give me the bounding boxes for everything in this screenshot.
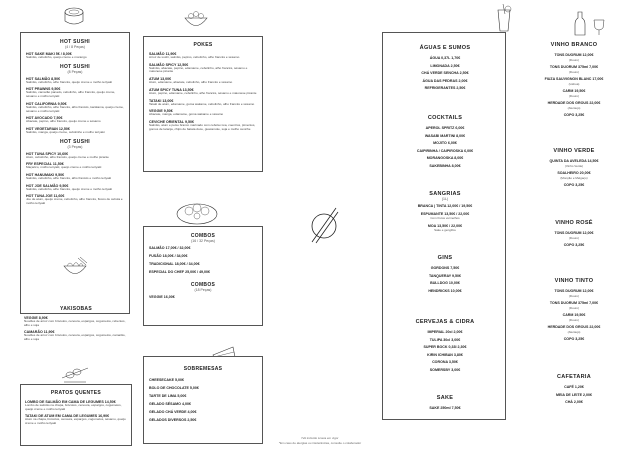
vinho-branco-title: VINHO BRANCO [550,42,598,48]
wine-row: HERDADE DOS GROUS 22,00€ (Alentejo) [547,325,601,334]
menu-item: LOMBO DE SALMÃO EM CAMA DE LEGUMES 14,50€ Lombo de salmão na chapa, brócolos, cenoura, espargos, cogumelos, queijo creme e molho teriyaki [25,400,122,411]
cervejas-title: CERVEJAS & CIDRA [415,319,475,325]
drink-row: SAKEBINHA 8,00€ [429,163,461,168]
wine-row: TONS DUORUM 375ml 7,00€ (Douro) [549,301,599,310]
menu-item: VEGGIE 9,50€ Abacate, manga, edamame, goma wakame e sésamo [149,109,224,117]
wine-row: COPO 3,25€ [563,337,585,341]
vinho-rose-title: VINHO ROSÉ [555,220,593,226]
menu-item: TATAKI 13,00€ Tataki de atum, edamame, goma wakame, cebolinho, alho francês e sésamo [149,98,255,106]
aguas-section [383,45,507,94]
menu-item: SALMÃO 11,90€ Arroz de sushi, salmão, pepino, cebolinho, alho francês e sésamo [149,52,240,59]
vinho-tinto-title: VINHO TINTO [554,278,594,284]
pokes-title: POKES [193,42,213,48]
menu-item: HOT VEGETARIAN 12,50€ Salmão, manga, queijo creme, cebolinho e molho teriyaki [26,126,105,134]
menu-item: CEVICHE ORIENTAL 9,50€ Salmão, atum e peixe branco marinado com cebola roxa, coentros, pimentos, gomos de laranja, chips de batata doce, guacamole, soja e molho ceviche [149,119,256,131]
hot-sushi-sub-2: (8 Peças) [67,69,83,74]
drink-row: KIRIN ICHIBAN 3,80€ [427,352,463,357]
dessert-row: GELADOS DIVERSOS 2,50€ [149,418,197,422]
wine-row: CARM 19,50€ (Douro) [562,89,586,98]
hot-sushi-title-3: HOT SUSHI [60,138,90,145]
wine-row: COPO 3,25€ [563,243,585,247]
cafetaria-title: CAFETARIA [556,374,592,380]
drink-row: REFRIGERANTES 2,50€ [424,86,466,90]
combo-row: ESPECIAL DO CHEF 25,00€ / 49,00€ [149,270,211,274]
menu-item: SALMÃO SPICY 12,50€ Salmão, abacate, pepino, edamame, cebolinho, alho francês, sésamo e maionese picante [149,62,248,74]
combos-title: COMBOS [190,233,216,239]
wine-row: COPO 3,25€ [563,113,585,117]
drink-row: GORDONS 7,50€ [430,266,460,270]
gins-title: GINS [437,255,453,261]
drink-row: APEROL SPRITZ 6,00€ [425,126,465,130]
gins-section [383,255,507,296]
drink-row: BULLDOG 10,00€ [430,281,460,285]
right-page [320,0,640,453]
cocktails-title: COCKTAILS [427,115,463,121]
hot-sushi-title-2: HOT SUSHI [60,63,90,70]
pratos-title: PRATOS QUENTES [50,390,102,396]
wine-row: COPO 3,25€ [563,183,585,187]
menu-item: HOT HANUMAKI 9,50€ Salmão, cebolinho, alho francês, alho francês e molho teriyaki [26,173,112,181]
sake-title: SAKE [436,395,454,401]
yakisobas-title: YAKISOBAS [60,306,92,312]
menu-item: HOT SALMÃO 8,50€ Salmão, cebolinho, alho francês, queijo creme e molho teriyaki [26,76,112,84]
footnote-allergy: *Em caso de alergias ou intolerâncias, consulte o colaborador [278,441,362,445]
wine-row: CARM 19,50€ (Douro) [562,313,586,322]
combo-row: SALMÃO 17,00€ / 32,00€ [149,246,191,250]
sushi-roll-icon [62,6,86,28]
drink-row: IMPERIAL 20cl 2,00€ [427,330,463,334]
aguas-title: ÁGUAS E SUMOS [419,45,471,51]
pokes-box [143,36,263,172]
cervejas-section [383,319,507,375]
vinho-verde-section [528,148,620,191]
combo-row: FUSÃO 18,00€ / 34,00€ [149,254,188,258]
menu-item: FRY ESPECIAL 11,50€ Maçarico, molho teriyaki, queijo creme e molho teriyaki [26,162,102,170]
drinks-box [382,32,506,420]
dessert-row: BOLO DE CHOCOLATE 5,00€ [149,386,199,390]
cocktail-glass-icon [494,4,514,34]
menu-item: HOT SAKE MAKI 5€ / 8,00€ Salmão, cebolinho, queijo creme e morango [26,52,87,59]
cocktails-section [383,115,507,171]
wine-row: HERDADE DOS GROUS 22,00€ (Alentejo) [547,101,601,110]
dessert-row: CHEESECAKE 5,00€ [149,378,184,382]
menu-item: HOT AVOCADO 7,50€ Abacate, pepino, alho francês, queijo creme e sésamo [26,116,101,124]
sangrias-title: SANGRIAS [429,191,461,197]
drink-row: MEIA DE LEITE 2,00€ [555,392,592,397]
dessert-row: TARTE DE LIMA 5,00€ [149,394,187,398]
noodle-bowl-icon [62,257,88,279]
wine-bottle-icon [570,8,610,36]
drink-row: SOMERSBY 3,00€ [429,367,461,372]
menu-item: HOT TUNA JOE 11,60€ Joe de atum, queijo creme, cebolinho, alho francês, flocos de cebola e molho teriyaki [26,194,123,206]
wine-row: TONS DUORUM 12,00€ (Douro) [554,231,594,240]
drink-row: CHÁ 2,00€ [565,400,583,404]
wine-row: QUINTA DA AVELEDA 14,50€ (Vinho Verde) [549,159,599,168]
dessert-row: GELADO SÉSAMO 4,00€ [149,402,191,406]
drink-row: SAKE 250ml 7,50€ [429,406,461,410]
drink-row: CAFÉ 1,20€ [564,385,584,389]
menu-item: HOT TUNA SPICY 10,60€ Atum, cebolinho, alho francês, queijo creme e molho picante [26,151,109,159]
yakisobas-section [24,306,128,345]
combos2-sub: (18 Peças) [194,288,212,292]
wine-row: TONS DUORUM 375ml 7,00€ (Douro) [549,65,599,74]
drink-row: ESPUMANTE 13,50€ / 22,00€ Com frutos vermelhos [420,211,470,220]
combo-row: TRADICIONAL 18,00€ / 34,00€ [149,262,200,266]
vinho-verde-title: VINHO VERDE [553,148,595,154]
wine-row: TONS DUORUM 12,00€ (Douro) [554,289,594,298]
wine-row: SOALHEIRO 20,00€ (Monção e Melgaço) [557,171,591,180]
vinho-branco-section [528,42,620,121]
menu-item: ATUM 13,00€ Atum, edamame, abacate, cebolinho, alho francês e sésamo [149,77,233,85]
vinho-rose-section [528,220,620,251]
dessert-row: GELADO CHÁ VERDE 4,00€ [149,410,197,414]
cafetaria-section [528,374,620,408]
sangrias-sub: (1L) [441,197,449,201]
wine-row: FIUZA SAUVIGNON BLANC 17,00€ (Lisboa) [544,77,604,86]
drink-row: MOJITO 6,00€ [433,141,457,145]
combo-row: VEGGIE 16,00€ [149,295,175,299]
combos2-title: COMBOS [190,282,216,288]
sushi-platter-icon [175,196,219,226]
drink-row: ÁGUA DAS PEDRAS 2,00€ [422,78,468,83]
menu-item: CAMARÃO 11,90€ Noodles de arroz com brócolos, cenoura, espargos, cogumelos, camarão, alho e soja [24,330,126,342]
menu-item: HOT PRAWNS 9,50€ Salmão, camarão panado, cebolinho, alho francês, queijo creme, sésamo e molho teriyaki [26,87,116,99]
combos-box [143,226,263,326]
sobremesas-box [143,356,263,444]
menu-item: HOT CALIFORNIA 9,50€ Salmão, cebolinho, alho francês, alho francês, kanikama, queijo creme, sésamo e molho teriyaki [26,101,124,113]
hot-sushi-sub-1: (4 / 8 Peças) [65,45,85,49]
sangrias-section [383,191,507,236]
vinho-tinto-section [528,278,620,345]
chopsticks-logo-icon [308,206,340,244]
footnote-tax: IVA incluído à taxa em vigor [301,436,339,440]
drink-row: TANQUERAY 9,50€ [428,273,462,278]
drink-row: CAIPIRINHA / CAIPIROSKA 6,00€ [416,148,474,153]
sake-section [383,395,507,414]
drink-row: BRANCA | TINTA 12,00€ / 19,50€ [417,204,473,208]
hot-sushi-sub-3: (3 Peças) [67,144,83,149]
hot-sushi-title-1: HOT SUSHI [60,39,90,45]
menu-item: ATUM SPICY TUNA 13,50€ Atum, pepino, edamame, cebolinho, alho francês, sésamo e maionese picante [149,87,257,95]
drink-row: ÁGUA 0,37L 1,70€ [429,56,461,60]
drink-row: CHÁ VERDE SENCHA 2,50€ [421,71,469,75]
sobremesas-title: SOBREMESAS [183,366,223,372]
drink-row: SUPER BOCK 0,33l 2,30€ [423,345,467,349]
skewer-icon [60,364,90,384]
drink-row: CORONA 3,50€ [432,360,458,364]
wine-row: TONS DUORUM 12,00€ (Douro) [554,53,594,62]
combos-sub: (16 / 32 Peças) [191,239,215,243]
drink-row: MORANGOSKA 8,00€ [426,156,464,160]
drink-row: HENDRICKS 10,00€ [428,288,462,293]
drink-row: WASABI MARTINI 8,00€ [424,133,466,138]
poke-bowl-icon [183,8,209,30]
menu-item: HOT JOE SALMÃO 9,50€ Salmão, cebolinho, alho francês, queijo creme e molho teriyaki [26,183,112,191]
drink-row: TULIPA 30cl 3,00€ [429,337,461,342]
menu-item: VEGGIE 8,90€ Noodles de arroz com brócolos, cenoura, espargos, cogumelos, rebentos, alho e soja [24,316,126,327]
menu-item: TATAKI DE ATUM EM CAMA DE LEGUMES 16,90€ Atum na chapa, brócolos, cenoura, espargos, cogumelos, sésamo, queijo creme e molho teriyaki [25,414,126,426]
drink-row: LIMONADA 2,50€ [430,63,460,68]
drink-row: MOA 13,50€ / 22,00€ Sake e gengibre [427,223,463,232]
